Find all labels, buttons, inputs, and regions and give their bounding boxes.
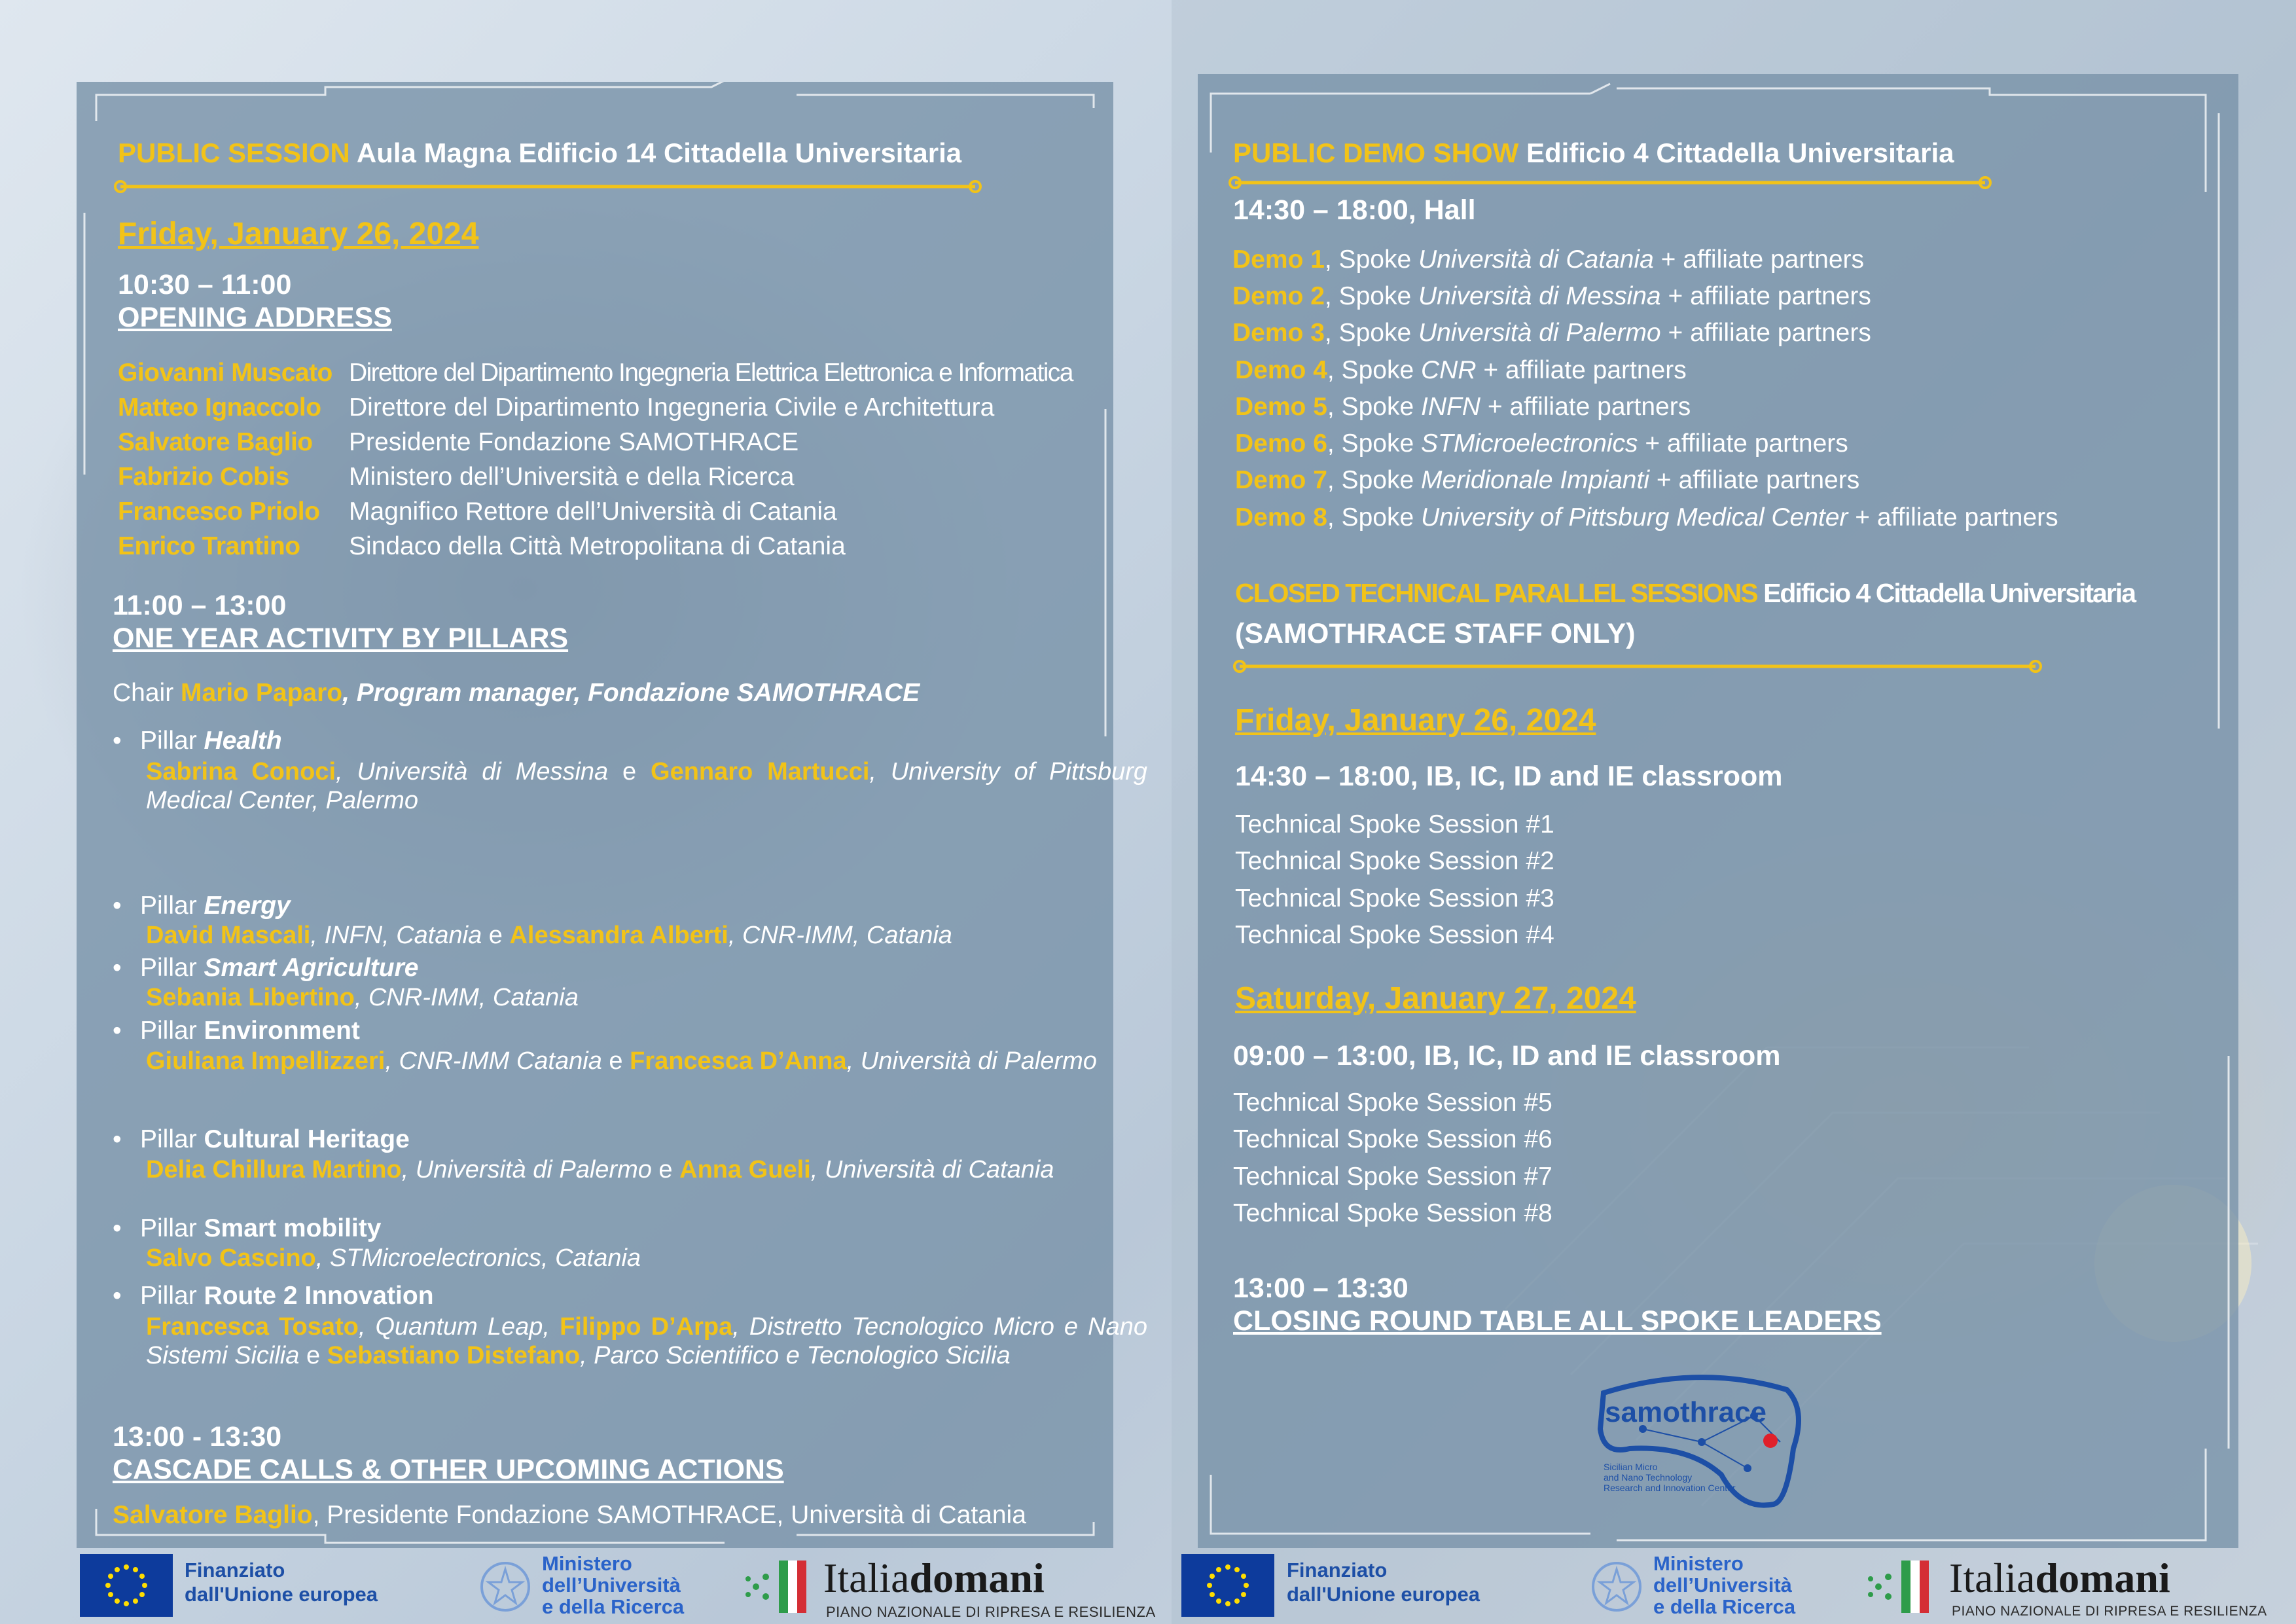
staff-only-note: (SAMOTHRACE STAFF ONLY): [1235, 618, 1636, 649]
bullet-icon: •: [113, 1125, 122, 1153]
ministry-text: Ministero dell’Università e della Ricerca: [1653, 1552, 1796, 1618]
demo-label: Demo 7: [1235, 466, 1327, 494]
eu-flag-icon: [80, 1554, 173, 1617]
demo-item: [1235, 503, 2058, 537]
pnrr-text: PIANO NAZIONALE DI RIPRESA E RESILIENZA: [826, 1604, 1156, 1620]
samothrace-tagline: Sicilian Micro and Nano Technology Research and Innovation Center: [1604, 1462, 1736, 1493]
session-date: Friday, January 26, 2024: [118, 217, 479, 251]
bullet-icon: •: [113, 892, 122, 920]
speaker-affiliation: , Parco Scientifico e Tecnologico Sicilia: [580, 1342, 1011, 1369]
pillars-title: ONE YEAR ACTIVITY BY PILLARS: [113, 623, 569, 654]
demo-label: Demo 2: [1232, 282, 1325, 310]
speaker-affiliation: , Università di Catania: [810, 1156, 1054, 1183]
demo-suffix: + affiliate partners: [1653, 245, 1865, 274]
session-item: Technical Spoke Session #6: [1233, 1125, 1552, 1153]
session-item: Technical Spoke Session #5: [1233, 1089, 1552, 1117]
chair-name: Mario Paparo: [181, 679, 343, 707]
speaker-role: Presidente Fondazione SAMOTHRACE: [349, 428, 799, 456]
pillar-name: Cultural Heritage: [204, 1125, 410, 1153]
demo-spoke: Università di Messina: [1418, 282, 1661, 310]
samothrace-wordmark: samothrace: [1605, 1396, 1767, 1428]
speaker-name: Matteo Ignaccolo: [118, 393, 321, 422]
pillar-speakers: [146, 757, 1147, 815]
speaker-affiliation: , Quantum Leap,: [358, 1313, 560, 1341]
speaker-name: Giovanni Muscato: [118, 359, 332, 387]
demo-show-location: Edificio 4 Cittadella Universitaria: [1526, 137, 1954, 168]
demo-suffix: + affiliate partners: [1638, 429, 1848, 458]
demo-prefix: , Spoke: [1324, 282, 1418, 310]
speaker-name: Alessandra Alberti: [509, 922, 728, 949]
session-item: Technical Spoke Session #1: [1235, 810, 1554, 839]
italia-domani-wordmark: Italiadomani: [823, 1555, 1045, 1601]
speaker-affiliation: , INFN, Catania: [310, 922, 482, 949]
pillar-speakers: [146, 1312, 1147, 1370]
speaker-row: [118, 532, 1113, 566]
demo-item: [1235, 393, 1691, 427]
header-divider: [1227, 175, 1993, 190]
speaker-name: Salvo Cascino: [146, 1244, 316, 1272]
italia-domani-wordmark: Italiadomani: [1949, 1555, 2170, 1601]
italia-domani-flag-icon: [743, 1561, 808, 1613]
speaker-row: [118, 497, 1113, 532]
pillar-speakers: [146, 921, 1147, 950]
cascade-speaker-line: [113, 1501, 1026, 1530]
day2-date: Saturday, January 27, 2024: [1235, 981, 1636, 1016]
pnrr-text: PIANO NAZIONALE DI RIPRESA E RESILIENZA: [1952, 1604, 2267, 1619]
speaker-affiliation: , CNR-IMM, Catania: [354, 984, 579, 1011]
samothrace-logo: [1590, 1370, 1806, 1514]
demo-item: [1232, 319, 1871, 353]
closed-sessions-header: [1235, 578, 2135, 609]
header-divider: [1232, 659, 2043, 674]
demo-label: Demo 8: [1235, 503, 1327, 532]
pillar-name: Route 2 Innovation: [204, 1282, 434, 1310]
bullet-icon: •: [113, 727, 122, 755]
demo-label: Demo 6: [1235, 429, 1327, 458]
speaker-role: Magnifico Rettore dell’Università di Catania: [349, 497, 837, 526]
pillar-speakers: [146, 1047, 1147, 1075]
demo-show-panel: [1198, 74, 2238, 1548]
demo-suffix: + affiliate partners: [1649, 466, 1860, 494]
speaker-affiliation: , Università di Messina: [336, 758, 609, 785]
demo-spoke: INFN: [1420, 393, 1480, 421]
pillar-word: Pillar: [140, 727, 197, 755]
pillar-speakers: [146, 1155, 1141, 1184]
demo-spoke: CNR: [1420, 356, 1477, 384]
day1-date: Friday, January 26, 2024: [1235, 703, 1596, 738]
closing-time: 13:00 – 13:30: [1233, 1272, 1408, 1304]
speaker-affiliation: , STMicroelectronics, Catania: [315, 1244, 641, 1272]
speaker-affiliation: , CNR-IMM Catania: [385, 1047, 602, 1075]
pillar-word: Pillar: [140, 1282, 197, 1310]
cascade-role: , Presidente Fondazione SAMOTHRACE, Università di Catania: [312, 1501, 1026, 1529]
speaker-name: Delia Chillura Martino: [146, 1156, 402, 1183]
speaker-row: [118, 428, 1113, 462]
demo-spoke: STMicroelectronics: [1420, 429, 1638, 458]
speaker-name: Francesca D’Anna: [630, 1047, 847, 1075]
speaker-name: Sebania Libertino: [146, 984, 355, 1011]
speaker-affiliation: , Università di Palermo: [401, 1156, 652, 1183]
demo-show-label: PUBLIC DEMO SHOW: [1233, 137, 1519, 168]
speaker-name: Francesca Tosato: [146, 1313, 359, 1341]
demo-spoke: Università di Catania: [1418, 245, 1654, 274]
pillars-time: 11:00 – 13:00: [113, 590, 287, 621]
session-item: Technical Spoke Session #8: [1233, 1199, 1552, 1227]
cascade-time: 13:00 - 13:30: [113, 1421, 282, 1453]
demo-prefix: , Spoke: [1327, 356, 1421, 384]
public-session-header: [118, 137, 961, 169]
demo-item: [1232, 245, 1864, 280]
pillar-word: Pillar: [140, 1214, 197, 1242]
pillar-word: Pillar: [140, 954, 197, 982]
speaker-name: Fabrizio Cobis: [118, 463, 289, 491]
funding-logo-bar: [0, 1549, 2296, 1624]
demo-label: Demo 3: [1232, 319, 1325, 347]
speaker-name: Gennaro Martucci: [651, 758, 870, 785]
ministry-text: Ministero dell’Università e della Ricerca: [542, 1552, 685, 1618]
demo-prefix: , Spoke: [1327, 429, 1421, 458]
demo-prefix: , Spoke: [1324, 319, 1418, 347]
joiner: e: [299, 1342, 327, 1369]
speaker-name: Salvatore Baglio: [118, 428, 313, 456]
demo-suffix: + affiliate partners: [1480, 393, 1691, 421]
bullet-icon: •: [113, 1214, 122, 1242]
speaker-name: David Mascali: [146, 922, 311, 949]
joiner: e: [608, 758, 651, 785]
session-item: Technical Spoke Session #7: [1233, 1163, 1552, 1191]
session-item: Technical Spoke Session #2: [1235, 847, 1554, 875]
chair-role: , Program manager, Fondazione SAMOTHRACE: [342, 679, 920, 707]
joiner: e: [601, 1047, 630, 1075]
speaker-name: Giuliana Impellizzeri: [146, 1047, 386, 1075]
speaker-name: Enrico Trantino: [118, 532, 300, 560]
opening-time: 10:30 – 11:00: [118, 269, 292, 300]
closed-sessions-location: Edificio 4 Cittadella Universitaria: [1763, 578, 2136, 608]
italy-emblem-icon: [479, 1559, 531, 1615]
speaker-name: Filippo D’Arpa: [560, 1313, 733, 1341]
demo-label: Demo 5: [1235, 393, 1327, 421]
demo-suffix: + affiliate partners: [1660, 282, 1871, 310]
speaker-affiliation: , University of Pittsburg Medical Center, Palermo: [146, 758, 1148, 814]
cascade-speaker: Salvatore Baglio: [113, 1501, 313, 1529]
speaker-affiliation: , Università di Palermo: [846, 1047, 1097, 1075]
day1-time: 14:30 – 18:00, IB, IC, ID and IE classroom: [1235, 761, 1783, 792]
eu-funding-text: Finanziato dall'Unione europea: [185, 1559, 378, 1606]
public-session-location: Aula Magna Edificio 14 Cittadella Universitaria: [356, 137, 962, 168]
pillar-name: Health: [204, 727, 282, 755]
bullet-icon: •: [113, 1017, 122, 1045]
demo-prefix: , Spoke: [1327, 466, 1421, 494]
pillar-word: Pillar: [140, 1125, 197, 1153]
bullet-icon: •: [113, 954, 122, 982]
public-session-panel: [77, 82, 1148, 1548]
demo-item: [1235, 429, 1848, 463]
demo-suffix: + affiliate partners: [1660, 319, 1871, 347]
pillar-speakers: [146, 1244, 1147, 1272]
header-divider: [113, 179, 983, 194]
speaker-affiliation: , Distretto Tecnologico Micro e Nano Sistemi Sicilia: [146, 1313, 1147, 1369]
demo-item: [1232, 282, 1871, 316]
pillar-word: Pillar: [140, 1017, 197, 1045]
joiner: e: [651, 1156, 680, 1183]
demo-spoke: Università di Palermo: [1418, 319, 1661, 347]
chair-line: [113, 679, 920, 708]
italia-domani-flag-icon: [1865, 1561, 1931, 1613]
pillar-name: Environment: [204, 1017, 360, 1045]
pillar-speakers: [146, 983, 1147, 1012]
speaker-role: Direttore del Dipartimento Ingegneria Civile e Architettura: [349, 393, 995, 422]
eu-flag-icon: [1181, 1554, 1274, 1617]
opening-title: OPENING ADDRESS: [118, 302, 392, 333]
demo-time: 14:30 – 18:00, Hall: [1233, 194, 1476, 226]
speaker-name: Sabrina Conoci: [146, 758, 336, 785]
pillar-name: Energy: [204, 892, 291, 920]
eu-funding-text: Finanziato dall'Unione europea: [1287, 1559, 1480, 1606]
demo-prefix: , Spoke: [1327, 393, 1421, 421]
speaker-name: Francesco Priolo: [118, 497, 320, 526]
demo-item: [1235, 466, 1859, 500]
speaker-name: Sebastiano Distefano: [327, 1342, 581, 1369]
session-item: Technical Spoke Session #4: [1235, 921, 1554, 949]
demo-suffix: + affiliate partners: [1476, 356, 1687, 384]
demo-suffix: + affiliate partners: [1848, 503, 2058, 532]
public-session-label: PUBLIC SESSION: [118, 137, 350, 168]
bullet-icon: •: [113, 1282, 122, 1310]
pillar-name: Smart Agriculture: [204, 954, 419, 982]
italy-emblem-icon: [1590, 1559, 1643, 1615]
demo-label: Demo 4: [1235, 356, 1327, 384]
closed-sessions-label: CLOSED TECHNICAL PARALLEL SESSIONS: [1235, 578, 1757, 608]
speaker-name: Anna Gueli: [679, 1156, 811, 1183]
demo-prefix: , Spoke: [1324, 245, 1418, 274]
pillar-word: Pillar: [140, 892, 197, 920]
speaker-row: [118, 393, 1113, 427]
demo-show-header: [1233, 137, 1954, 169]
demo-label: Demo 1: [1232, 245, 1325, 274]
speaker-role: Sindaco della Città Metropolitana di Catania: [349, 532, 846, 560]
speaker-row: [118, 463, 1113, 497]
chair-prefix: Chair: [113, 679, 174, 707]
speaker-row: [118, 359, 1113, 393]
speaker-affiliation: , CNR-IMM, Catania: [728, 922, 952, 949]
demo-item: [1235, 356, 1687, 390]
day2-time: 09:00 – 13:00, IB, IC, ID and IE classroom: [1233, 1040, 1781, 1072]
cascade-title: CASCADE CALLS & OTHER UPCOMING ACTIONS: [113, 1454, 784, 1485]
demo-spoke: University of Pittsburg Medical Center: [1420, 503, 1848, 532]
demo-prefix: , Spoke: [1327, 503, 1421, 532]
speaker-role: Direttore del Dipartimento Ingegneria Elettrica Elettronica e Informatica: [349, 359, 1073, 387]
pillar-name: Smart mobility: [204, 1214, 382, 1242]
closing-title: CLOSING ROUND TABLE ALL SPOKE LEADERS: [1233, 1305, 1882, 1337]
speaker-role: Ministero dell’Università e della Ricerca: [349, 463, 795, 491]
demo-spoke: Meridionale Impianti: [1420, 466, 1649, 494]
session-item: Technical Spoke Session #3: [1235, 884, 1554, 912]
joiner: e: [482, 922, 510, 949]
